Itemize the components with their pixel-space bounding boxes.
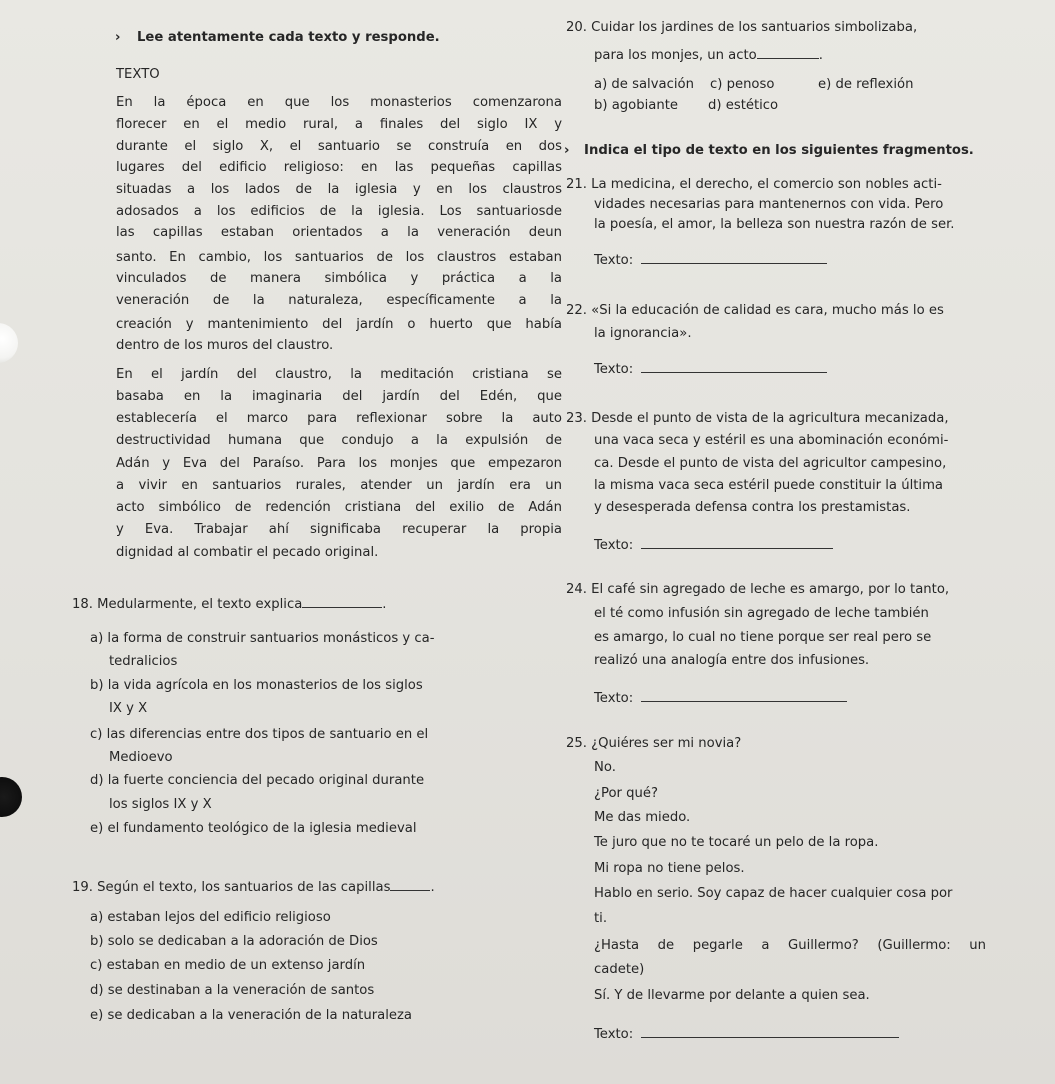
question-20-line1: 20. Cuidar los jardines de los santuarios simbolizaba,	[566, 20, 918, 35]
binder-hole-dark	[0, 777, 22, 817]
paragraph-line: basaba en la imaginaria del jardín del Edén, que	[116, 389, 562, 404]
question-23-line: la misma vaca seca estéril puede constituir la última	[594, 478, 943, 493]
paragraph-line: Adán y Eva del Paraíso. Para los monjes que empezaron	[116, 456, 562, 471]
option-a[interactable]: a) estaban lejos del edificio religioso	[90, 910, 331, 925]
answer-blank[interactable]	[641, 361, 827, 373]
question-21-line: vidades necesarias para mantenernos con vida. Pero	[594, 197, 944, 212]
option-c[interactable]: c) penoso	[710, 77, 775, 92]
answer-blank[interactable]	[641, 252, 827, 264]
question-19-suffix: .	[430, 880, 435, 895]
answer-blank[interactable]	[641, 690, 847, 702]
instruction-text: Lee atentamente cada texto y responde.	[137, 30, 440, 45]
paragraph-line: y Eva. Trabajar ahí significaba recuperar la propia	[116, 522, 562, 537]
option-c-cont: Medioevo	[109, 750, 173, 765]
question-24-line: el té como infusión sin agregado de leche también	[594, 606, 929, 621]
question-23-line: ca. Desde el punto de vista del agricultor campesino,	[594, 456, 947, 471]
option-e[interactable]: e) de reflexión	[818, 77, 914, 92]
question-19-stem	[72, 879, 435, 896]
question-24-line: 24. El café sin agregado de leche es amargo, por lo tanto,	[566, 582, 950, 597]
texto-answer-label: Texto:	[594, 362, 634, 377]
paragraph-line: acto simbólico de redención cristiana del exilio de Adán	[116, 500, 562, 515]
question-25-line: ti.	[594, 911, 608, 926]
texto-answer-label: Texto:	[594, 538, 634, 553]
option-b[interactable]: b) solo se dedicaban a la adoración de Dios	[90, 934, 378, 949]
option-d-cont: los siglos IX y X	[109, 797, 212, 812]
question-18-suffix: .	[382, 597, 387, 612]
question-23-line: y desesperada defensa contra los prestamistas.	[594, 500, 911, 515]
paragraph-line: las capillas estaban orientados a la veneración deun	[116, 225, 562, 240]
paragraph-line: a vivir en santuarios rurales, atender un jardín era un	[116, 478, 562, 493]
option-b[interactable]: b) la vida agrícola en los monasterios de los siglos	[90, 678, 423, 693]
question-23-line: una vaca seca y estéril es una abominación económi-	[594, 433, 949, 448]
answer-blank[interactable]	[641, 537, 833, 549]
texto-answer-21	[594, 252, 827, 269]
instruction-line-2	[564, 143, 974, 159]
question-18-stem	[72, 596, 386, 613]
paragraph-line: En la época en que los monasterios comenzarona	[116, 95, 562, 110]
paragraph-line: En el jardín del claustro, la meditación cristiana se	[116, 367, 562, 382]
texto-label: TEXTO	[116, 67, 160, 82]
option-b[interactable]: b) agobiante	[594, 98, 678, 113]
paragraph-line: lugares del edificio religioso: en las pequeñas capillas	[116, 160, 562, 175]
question-25-line: Mi ropa no tiene pelos.	[594, 861, 745, 876]
question-23-line: 23. Desde el punto de vista de la agricultura mecanizada,	[566, 411, 949, 426]
question-20-line2	[594, 47, 823, 64]
paragraph-line: durante el siglo X, el santuario se construía en dos	[116, 139, 562, 154]
texto-answer-23	[594, 537, 833, 554]
bullet-icon: ›	[115, 30, 121, 45]
paragraph-line: vinculados de manera simbólica y práctica a la	[116, 271, 562, 286]
option-c[interactable]: c) las diferencias entre dos tipos de santuario en el	[90, 727, 429, 742]
option-d[interactable]: d) se destinaban a la veneración de santos	[90, 983, 375, 998]
paragraph-line: santo. En cambio, los santuarios de los claustros estaban	[116, 250, 562, 265]
paragraph-line: adosados a los edificios de la iglesia. Los santuariosde	[116, 204, 562, 219]
question-21-line: la poesía, el amor, la belleza son nuestra razón de ser.	[594, 217, 955, 232]
bullet-icon: ›	[564, 143, 570, 158]
question-25-line: ¿Hasta de pegarle a Guillermo? (Guillermo: un	[594, 938, 986, 953]
question-24-line: es amargo, lo cual no tiene porque ser real pero se	[594, 630, 932, 645]
question-21-line: 21. La medicina, el derecho, el comercio son nobles acti-	[566, 177, 942, 192]
instruction-line	[115, 30, 440, 46]
option-a-cont: tedralicios	[109, 654, 178, 669]
option-a[interactable]: a) la forma de construir santuarios monásticos y ca-	[90, 631, 435, 646]
option-a[interactable]: a) de salvación	[594, 77, 694, 92]
question-18-prefix: 18. Medularmente, el texto explica	[72, 597, 303, 612]
question-20-suffix: .	[818, 48, 823, 63]
texto-answer-label: Texto:	[594, 253, 634, 268]
option-d[interactable]: d) estético	[708, 98, 779, 113]
question-25-line: cadete)	[594, 962, 645, 977]
question-25-line: ¿Por qué?	[594, 786, 659, 801]
question-19-prefix: 19. Según el texto, los santuarios de las capillas	[72, 880, 391, 895]
question-25-line: No.	[594, 760, 616, 775]
answer-blank[interactable]	[302, 596, 382, 608]
texto-answer-label: Texto:	[594, 691, 634, 706]
texto-answer-24	[594, 690, 847, 707]
question-22-line: 22. «Si la educación de calidad es cara, mucho más lo es	[566, 303, 944, 318]
option-d[interactable]: d) la fuerte conciencia del pecado original durante	[90, 773, 425, 788]
answer-blank[interactable]	[390, 879, 430, 891]
question-25-line: Me das miedo.	[594, 810, 691, 825]
question-20-prefix: para los monjes, un acto	[594, 48, 757, 63]
paragraph-line: situadas a los lados de la iglesia y en los claustros	[116, 182, 562, 197]
question-25-line: Sí. Y de llevarme por delante a quien sea.	[594, 988, 870, 1003]
question-25-line: Te juro que no te tocaré un pelo de la ropa.	[594, 835, 879, 850]
instruction-2-text: Indica el tipo de texto en los siguientes fragmentos.	[584, 143, 974, 158]
binder-hole-light	[0, 323, 18, 363]
question-25-line: Hablo en serio. Soy capaz de hacer cualquier cosa por	[594, 886, 953, 901]
option-b-cont: IX y X	[109, 701, 148, 716]
texto-answer-22	[594, 361, 827, 378]
paragraph-line: creación y mantenimiento del jardín o huerto que había	[116, 317, 562, 332]
question-25-line: 25. ¿Quiéres ser mi novia?	[566, 736, 742, 751]
question-24-line: realizó una analogía entre dos infusiones.	[594, 653, 870, 668]
option-e[interactable]: e) se dedicaban a la veneración de la naturaleza	[90, 1008, 412, 1023]
paragraph-line: establecería el marco para reflexionar sobre la auto	[116, 411, 562, 426]
paragraph-line: dentro de los muros del claustro.	[116, 338, 334, 353]
texto-answer-25	[594, 1026, 899, 1043]
answer-blank[interactable]	[757, 47, 819, 59]
answer-blank[interactable]	[641, 1026, 899, 1038]
paragraph-line: veneración de la naturaleza, específicamente a la	[116, 293, 562, 308]
paragraph-line: dignidad al combatir el pecado original.	[116, 545, 379, 560]
texto-answer-label: Texto:	[594, 1027, 634, 1042]
option-e[interactable]: e) el fundamento teológico de la iglesia medieval	[90, 821, 417, 836]
paragraph-line: destructividad humana que condujo a la expulsión de	[116, 433, 562, 448]
paragraph-line: florecer en el medio rural, a finales del siglo IX y	[116, 117, 562, 132]
option-c[interactable]: c) estaban en medio de un extenso jardín	[90, 958, 366, 973]
question-22-line: la ignorancia».	[594, 326, 692, 341]
